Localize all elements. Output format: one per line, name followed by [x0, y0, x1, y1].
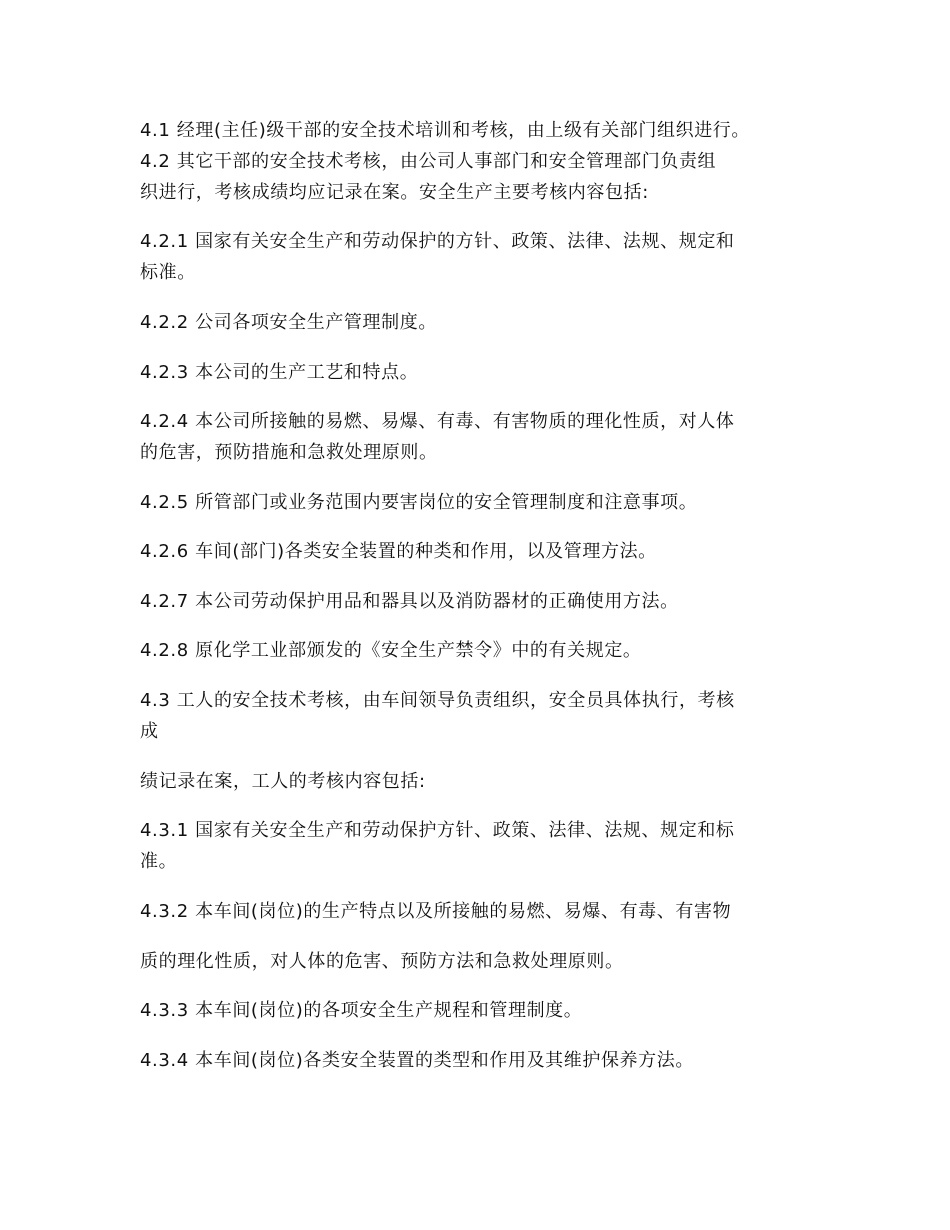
text-line-4-3-2-cont: 质的理化性质，对人体的危害、预防方法和急救处理原则。 [140, 951, 624, 972]
text-line-4-3-4: 4.3.4 本车间(岗位)各类安全装置的类型和作用及其维护保养方法。 [140, 1050, 694, 1071]
text-line-4-2: 4.2 其它干部的安全技术考核，由公司人事部门和安全管理部门负责组 [140, 151, 717, 172]
text-line-4-2-2: 4.2.2 公司各项安全生产管理制度。 [140, 312, 437, 333]
text-line-4-1: 4.1 经理(主任)级干部的安全技术培训和考核，由上级有关部门组织进行。 [140, 120, 750, 141]
text-line-4-3-cont-2: 绩记录在案，工人的考核内容包括: [140, 771, 426, 792]
text-line-4-3-3: 4.3.3 本车间(岗位)的各项安全生产规程和管理制度。 [140, 1000, 583, 1021]
text-line-4-2-4: 4.2.4 本公司所接触的易燃、易爆、有毒、有害物质的理化性质，对人体 [140, 411, 735, 432]
text-line-4-2-1-cont: 标准。 [140, 262, 196, 283]
text-line-4-2-8: 4.2.8 原化学工业部颁发的《安全生产禁令》中的有关规定。 [140, 640, 642, 661]
text-line-4-3-cont: 成 [140, 721, 159, 742]
text-line-4-3: 4.3 工人的安全技术考核，由车间领导负责组织，安全员具体执行，考核 [140, 690, 735, 711]
text-line-4-2-5: 4.2.5 所管部门或业务范围内要害岗位的安全管理制度和注意事项。 [140, 492, 698, 513]
text-line-4-3-1: 4.3.1 国家有关安全生产和劳动保护方针、政策、法律、法规、规定和标 [140, 820, 735, 841]
text-line-4-2-7: 4.2.7 本公司劳动保护用品和器具以及消防器材的正确使用方法。 [140, 591, 679, 612]
text-line-4-3-2: 4.3.2 本车间(岗位)的生产特点以及所接触的易燃、易爆、有毒、有害物 [140, 901, 732, 922]
text-line-4-3-1-cont: 准。 [140, 851, 178, 872]
text-line-4-2-1: 4.2.1 国家有关安全生产和劳动保护的方针、政策、法律、法规、规定和 [140, 231, 735, 252]
text-line-4-2-cont: 织进行，考核成绩均应记录在案。安全生产主要考核内容包括: [140, 182, 649, 203]
text-line-4-2-4-cont: 的危害，预防措施和急救处理原则。 [140, 442, 438, 463]
text-line-4-2-3: 4.2.3 本公司的生产工艺和特点。 [140, 362, 419, 383]
text-line-4-2-6: 4.2.6 车间(部门)各类安全装置的种类和作用，以及管理方法。 [140, 541, 657, 562]
